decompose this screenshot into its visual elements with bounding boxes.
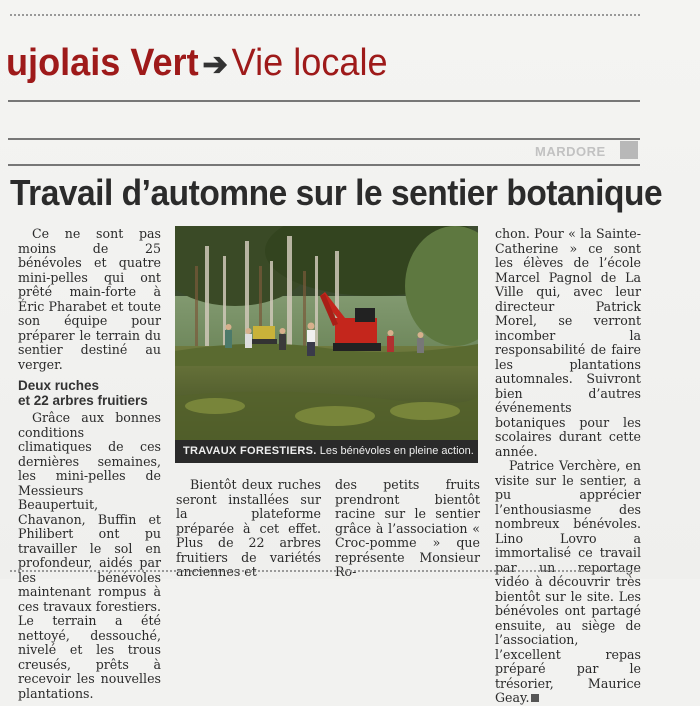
subhead-line-2: et 22 arbres fruitiers [18, 393, 148, 408]
headline-rule [8, 164, 640, 166]
article-subhead [18, 378, 161, 408]
column-4 [495, 227, 641, 706]
section-header [6, 42, 388, 85]
body-paragraph-1: Grâce aux bonnes conditions climatiques de ces dernières semaines, les mini-pelles de Messieurs Beaupertuit, Chavanon, Buffin et Philibert ont pu travailler le sol en profondeur, aidés par les bénévoles maintenant rompus à ces travaux forestiers. Le terrain a été nettoyé, dessouché, nivelé et les trous creusés, prêts à recevoir les nouvelles plantations. [18, 410, 161, 701]
column-1 [18, 227, 161, 701]
locality-label: MARDORE [535, 144, 606, 159]
caption-text: Les bénévoles en pleine action. [319, 445, 474, 457]
subhead-line-1: Deux ruches [18, 378, 100, 393]
body-paragraph-2: Bientôt deux ruches seront installées sur la plateforme préparée à cet effet. Plus de 22 arbres fruitiers de variétés anciennes et [176, 477, 321, 579]
closing-text: Patrice Verchère, en visite sur le sentier, a pu apprécier l’enthousiasme des nombreux bénévoles. Lino Lovro a immortalisé ce travail par un reportage vidéo à découvrir très bientôt sur le site. Les bénévoles ont partagé ensuite, au siège de l’association, l’excellent repas préparé par le trésorier, Maurice Geay. [495, 458, 641, 705]
body-paragraph-5 [495, 459, 641, 706]
caption-lead: TRAVAUX FORESTIERS. [183, 445, 317, 457]
article-headline: Travail d’automne sur le sentier botanique [10, 172, 663, 213]
header-rule [8, 100, 640, 102]
top-dotted-rule [10, 14, 640, 16]
column-2 [176, 478, 321, 580]
column-3 [335, 478, 480, 580]
forest-scene-image [175, 226, 478, 440]
mini-excavator-icon [251, 326, 277, 344]
intro-paragraph: Ce ne sont pas moins de 25 bénévoles et quatre mini-pelles qui ont prêté main-forte à Éric Pharabet et toute son équipe pour préparer le terrain du sentier destiné au verger. [18, 226, 161, 372]
arrow-right-icon: ➔ [202, 46, 228, 82]
end-of-article-icon [531, 694, 539, 702]
section-name: ujolais Vert [6, 42, 199, 84]
article-photo [175, 226, 478, 440]
subsection-name: Vie locale [231, 42, 388, 84]
locality-marker [620, 141, 638, 159]
header-rule-2 [8, 138, 640, 140]
photo-caption [175, 440, 478, 463]
body-paragraph-4: chon. Pour « la Sainte-Catherine » ce sont les élèves de l’école Marcel Pagnol de La Ville qui, avec leur directeur Patrick Morel, se verront incomber la responsabilité de faire les plantations automnales. Suivront bien d’autres événements botaniques pour les scolaires durant cette année. [495, 226, 641, 459]
body-paragraph-3: des petits fruits prendront bientôt racine sur le sentier grâce à l’association « Croc-pomme » que représente Monsieur Ro- [335, 477, 480, 579]
bottom-dotted-rule [10, 570, 640, 572]
